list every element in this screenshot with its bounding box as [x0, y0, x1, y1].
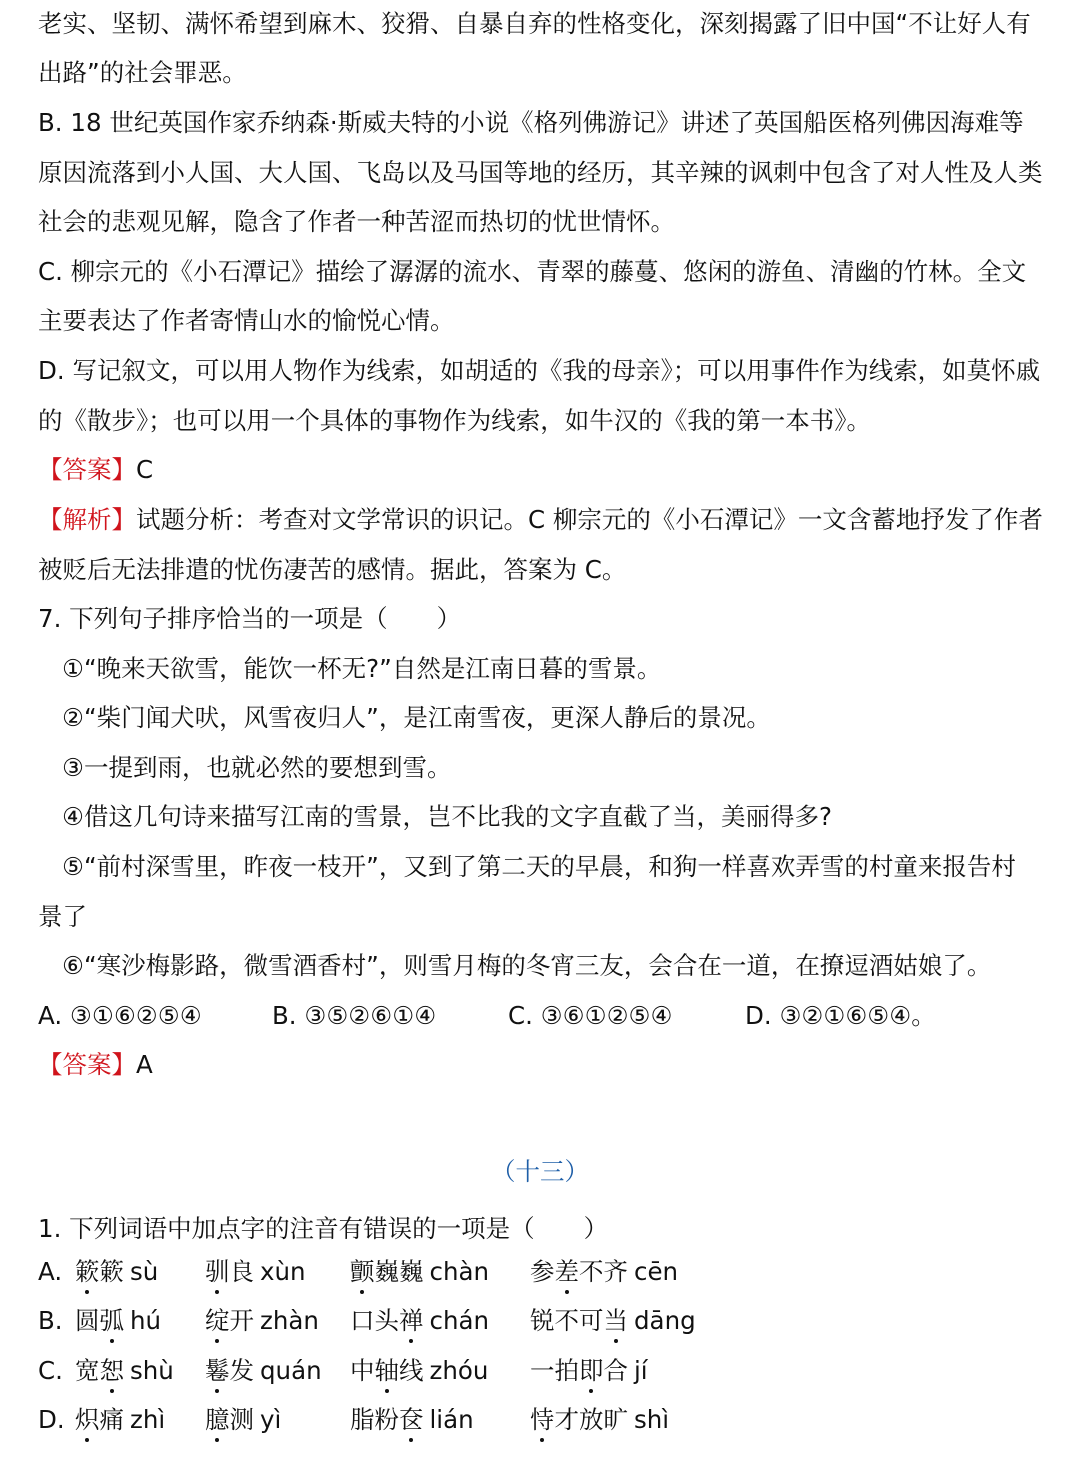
dotted-character: 颤 [350, 1257, 375, 1286]
dotted-character: 差 [554, 1257, 579, 1286]
dotted-character: 奁 [399, 1405, 424, 1434]
answer-value: A [136, 1050, 153, 1079]
q6-analysis [38, 505, 1050, 535]
q6-option-d-line: D. 写记叙文，可以用人物作为线索，如胡适的《我的母亲》；可以用事件作为线索，如莫怀戚 [38, 356, 1041, 385]
word-text: 良 [229, 1257, 254, 1286]
word-text: 线 [399, 1356, 424, 1385]
q7-option-c: C. ③⑥①②⑤④ [508, 1001, 673, 1030]
word-text: 巍巍 [374, 1257, 424, 1286]
q1-word-item [350, 1306, 489, 1336]
q7-sentence-2: ②“柴门闻犬吠，风雪夜归人”，是江南雪夜，更深人静后的景况。 [62, 703, 771, 732]
pinyin: quán [260, 1356, 322, 1385]
q6-option-b-line: 社会的悲观见解，隐含了作者一种苦涩而热切的忧世情怀。 [38, 207, 675, 236]
dotted-character: 当 [603, 1306, 628, 1335]
pinyin: shì [634, 1405, 670, 1434]
q1-option-label: D. [38, 1405, 65, 1434]
q6-analysis-line: 被贬后无法排遣的忧伤凄苦的感情。据此，答案为 C。 [38, 555, 627, 584]
q1-word-item [350, 1405, 474, 1435]
q7-sentence-5: ⑤“前村深雪里，昨夜一枝开”，又到了第二天的早晨，和狗一样喜欢弄雪的村童来报告村 [62, 852, 1016, 881]
dotted-character: 恃 [530, 1405, 555, 1434]
q7-option-d: D. ③②①⑥⑤④。 [745, 1001, 936, 1030]
q7-sentence-4: ④借这几句诗来描写江南的雪景，岂不比我的文字直截了当，美丽得多? [62, 802, 832, 831]
pinyin: chán [429, 1306, 490, 1335]
word-text: 圆 [75, 1306, 100, 1335]
paragraph-line: 老实、坚韧、满怀希望到麻木、狡猾、自暴自弃的性格变化，深刻揭露了旧中国“不让好人有 [38, 9, 1031, 38]
q1-word-item [350, 1356, 488, 1386]
pinyin: xùn [260, 1257, 306, 1286]
pinyin: yì [260, 1405, 282, 1434]
q7-option-a: A. ③①⑥②⑤④ [38, 1001, 202, 1030]
word-text: 簌 [99, 1257, 124, 1286]
word-text: 才放旷 [554, 1405, 628, 1434]
q7-option-b: B. ③⑤②⑥①④ [272, 1001, 437, 1030]
q6-option-b-line: B. 18 世纪英国作家乔纳森·斯威夫特的小说《格列佛游记》讲述了英国船医格列佛因海难等 [38, 108, 1024, 137]
q1-word-item [530, 1405, 669, 1435]
dotted-character: 即 [579, 1356, 604, 1385]
word-text: 痛 [99, 1405, 124, 1434]
pinyin: hú [130, 1306, 162, 1335]
answer-value: C [136, 455, 154, 484]
word-text: 一拍 [530, 1356, 579, 1385]
q6-option-c-line: 主要表达了作者寄情山水的愉悦心情。 [38, 306, 455, 335]
pinyin: chàn [429, 1257, 490, 1286]
pinyin: cēn [634, 1257, 679, 1286]
q1-option-label: B. [38, 1306, 63, 1335]
word-text: 脂粉 [350, 1405, 399, 1434]
pinyin: zhàn [260, 1306, 319, 1335]
pinyin: lián [429, 1405, 474, 1434]
q1-word-item [530, 1356, 648, 1386]
q1-word-item [350, 1257, 489, 1287]
section-title: （十三） [491, 1157, 589, 1186]
word-text: 合 [603, 1356, 628, 1385]
pinyin: shù [130, 1356, 174, 1385]
pinyin: dāng [634, 1306, 696, 1335]
q1-word-item [205, 1356, 322, 1386]
q1-word-item [205, 1405, 281, 1435]
word-text: 中 [350, 1356, 375, 1385]
q7-sentence-3: ③一提到雨，也就必然的要想到雪。 [62, 753, 452, 782]
dotted-character: 轴 [374, 1356, 399, 1385]
word-text: 锐不可 [530, 1306, 604, 1335]
dotted-character: 簌 [75, 1257, 100, 1286]
q7-sentence-5-cont: 景了 [38, 902, 87, 931]
q1-word-item [75, 1306, 161, 1336]
dotted-character: 弧 [99, 1306, 124, 1335]
q7-answer [38, 1050, 1050, 1080]
dotted-character: 恕 [99, 1356, 124, 1385]
q7-sentence-6: ⑥“寒沙梅影路，微雪酒香村”，则雪月梅的冬宵三友，会合在一道，在撩逗酒姑娘了。 [62, 951, 992, 980]
answer-tag: 【答案】 [38, 455, 136, 484]
pinyin: zhì [130, 1405, 166, 1434]
pinyin: jí [634, 1356, 648, 1385]
q1-word-item [75, 1356, 174, 1386]
q1-word-item [75, 1257, 158, 1287]
word-text: 开 [229, 1306, 254, 1335]
dotted-character: 禅 [399, 1306, 424, 1335]
q1-word-item [205, 1257, 306, 1287]
q6-option-b-line: 原因流落到小人国、大人国、飞岛以及马国等地的经历，其辛辣的讽刺中包含了对人性及人类 [38, 158, 1043, 187]
word-text: 宽 [75, 1356, 100, 1385]
q6-option-d-line: 的《散步》；也可以用一个具体的事物作为线索，如牛汉的《我的第一本书》。 [38, 406, 871, 435]
q1-word-item [530, 1257, 678, 1287]
analysis-text: 试题分析：考查对文学常识的识记。C 柳宗元的《小石潭记》一文含蓄地抒发了作者 [136, 505, 1043, 534]
q6-answer [38, 455, 1050, 485]
word-text: 不齐 [579, 1257, 628, 1286]
dotted-character: 炽 [75, 1405, 100, 1434]
q1-option-label: C. [38, 1356, 63, 1385]
q7-stem: 7. 下列句子排序恰当的一项是（ ） [38, 604, 462, 633]
analysis-tag: 【解析】 [38, 505, 136, 534]
q1-word-item [205, 1306, 319, 1336]
dotted-character: 臆 [205, 1405, 230, 1434]
paragraph-line: 出路”的社会罪恶。 [38, 58, 247, 87]
word-text: 口头 [350, 1306, 399, 1335]
pinyin: sù [130, 1257, 159, 1286]
word-text: 参 [530, 1257, 555, 1286]
dotted-character: 绽 [205, 1306, 230, 1335]
q1-option-label: A. [38, 1257, 63, 1286]
pinyin: zhóu [429, 1356, 489, 1385]
word-text: 测 [229, 1405, 254, 1434]
dotted-character: 驯 [205, 1257, 230, 1286]
dotted-character: 鬈 [205, 1356, 230, 1385]
q1-word-item [530, 1306, 696, 1336]
q6-option-c-line: C. 柳宗元的《小石潭记》描绘了潺潺的流水、青翠的藤蔓、悠闲的游鱼、清幽的竹林。全文 [38, 257, 1027, 286]
answer-tag: 【答案】 [38, 1050, 136, 1079]
word-text: 发 [229, 1356, 254, 1385]
q1-stem: 1. 下列词语中加点字的注音有错误的一项是（ ） [38, 1214, 609, 1243]
q1-word-item [75, 1405, 165, 1435]
q7-sentence-1: ①“晚来天欲雪，能饮一杯无?”自然是江南日暮的雪景。 [62, 654, 662, 683]
